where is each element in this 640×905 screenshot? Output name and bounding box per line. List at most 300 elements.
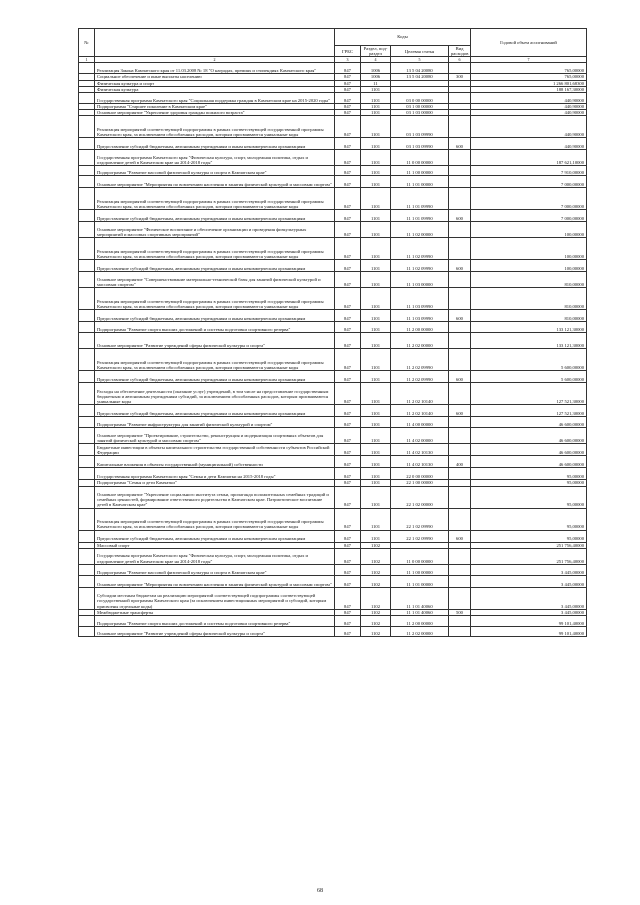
- row-amount: 5 600,00000: [471, 371, 587, 383]
- header-codes-group: Коды: [335, 29, 471, 46]
- row-description: Массовый спорт: [95, 542, 335, 548]
- row-description: Межбюджетные трансферты: [95, 609, 335, 615]
- row-amount: 3 445,00000: [471, 587, 587, 609]
- table-row: [79, 260, 587, 272]
- row-description: Основное мероприятие "Развитие учреждений сферы физической культуры и спорта": [95, 333, 335, 349]
- row-kind: [449, 166, 471, 176]
- row-target: 11 2 02 00000: [391, 627, 449, 637]
- row-description: Бюджетные инвестиции в объекты капитального строительства государственной собственности субъектов Российской Федерации: [95, 444, 335, 456]
- table-row: [79, 405, 587, 417]
- row-number-cell: [79, 428, 95, 444]
- row-amount: 765,00000: [471, 63, 587, 74]
- row-target: 11 1 01 09990: [391, 210, 449, 222]
- row-kind: [449, 93, 471, 104]
- row-amount: 188 167,30000: [471, 86, 587, 92]
- row-kind: [449, 63, 471, 74]
- row-kind: [449, 575, 471, 587]
- row-section: 1101: [361, 176, 391, 188]
- row-target: 11 1 01 40060: [391, 587, 449, 609]
- row-kind: [449, 349, 471, 371]
- row-section: 1102: [361, 542, 391, 548]
- row-description: Государственная программа Камчатского края "Семья и дети Камчатки на 2015-2018 годы": [95, 468, 335, 480]
- row-number-cell: [79, 310, 95, 322]
- row-kind: [449, 288, 471, 310]
- row-description: Реализация мероприятий соответствующей подпрограммы в рамках соответствующей государственной программы Камчатского края, за исключением обособленных расходов, которым присваиваются уникальные коды: [95, 238, 335, 260]
- header-num: №: [79, 29, 95, 57]
- row-amount: 3 445,00000: [471, 575, 587, 587]
- row-grbs: 847: [335, 627, 361, 637]
- row-amount: 133 121,30000: [471, 333, 587, 349]
- row-description: Предоставление субсидий бюджетным, автономным учреждениям и иным некоммерческим организациям: [95, 530, 335, 542]
- row-amount: 5 600,00000: [471, 349, 587, 371]
- row-section: 1101: [361, 444, 391, 456]
- row-number-cell: [79, 288, 95, 310]
- row-target: 11 1 03 09990: [391, 288, 449, 310]
- table-row: [79, 333, 587, 349]
- index-cell: 3: [335, 57, 361, 63]
- row-description: Подпрограмма "Старшее поколение в Камчатском крае": [95, 104, 335, 110]
- row-grbs: 847: [335, 80, 361, 86]
- row-kind: [449, 627, 471, 637]
- row-grbs: 847: [335, 333, 361, 349]
- row-section: 1101: [361, 86, 391, 92]
- table-header-row: [79, 29, 587, 46]
- row-amount: 251 756,40000: [471, 548, 587, 564]
- row-amount: 46 600,00000: [471, 444, 587, 456]
- header-target: Целевая статья: [391, 46, 449, 57]
- row-description: Субсидии местным бюджетам на реализацию мероприятий соответствующей подпрограммы соответствующей государственной программы Камчатского края (за исключением инвестиционных мероприятий и субсидий, которым присвоены отдельные коды): [95, 587, 335, 609]
- table-row: [79, 288, 587, 310]
- table-row: [79, 575, 587, 587]
- row-amount: 127 521,30000: [471, 405, 587, 417]
- row-target: 22 1 02 09990: [391, 508, 449, 530]
- row-amount: 95,00000: [471, 530, 587, 542]
- row-description: Основное мероприятие "Мероприятия по вовлечению населения в занятия физической культурой и массовым спортом": [95, 575, 335, 587]
- row-number-cell: [79, 188, 95, 210]
- row-section: 1101: [361, 428, 391, 444]
- row-kind: [449, 468, 471, 480]
- header-section: Раздел, под-раздел: [361, 46, 391, 57]
- row-target: 11 2 00 00000: [391, 616, 449, 627]
- row-amount: 99 101,40000: [471, 627, 587, 637]
- row-grbs: 847: [335, 542, 361, 548]
- row-amount: 440,90000: [471, 93, 587, 104]
- index-cell: 6: [449, 57, 471, 63]
- row-target: 11 4 02 00000: [391, 428, 449, 444]
- row-amount: 7 000,00000: [471, 188, 587, 210]
- row-amount: 440,90000: [471, 104, 587, 110]
- row-number-cell: [79, 548, 95, 564]
- row-grbs: 847: [335, 74, 361, 80]
- row-kind: [449, 486, 471, 508]
- row-number-cell: [79, 272, 95, 288]
- row-kind: 600: [449, 371, 471, 383]
- row-grbs: 847: [335, 322, 361, 333]
- row-grbs: 847: [335, 548, 361, 564]
- row-target: 22 1 02 09990: [391, 530, 449, 542]
- row-number-cell: [79, 238, 95, 260]
- row-target: 11 2 02 10140: [391, 383, 449, 405]
- row-number-cell: [79, 166, 95, 176]
- row-amount: 99 101,40000: [471, 616, 587, 627]
- row-kind: [449, 508, 471, 530]
- row-number-cell: [79, 349, 95, 371]
- table-row: [79, 222, 587, 238]
- table-row: [79, 150, 587, 166]
- row-description: Основное мероприятие "Укрепление здоровья граждан пожилого возраста": [95, 110, 335, 116]
- row-target: 11 1 00 00000: [391, 564, 449, 575]
- table-row: [79, 349, 587, 371]
- row-section: 1101: [361, 417, 391, 428]
- index-cell: 7: [471, 57, 587, 63]
- table-row: [79, 456, 587, 468]
- row-amount: 100,00000: [471, 222, 587, 238]
- row-kind: [449, 322, 471, 333]
- row-section: 1101: [361, 210, 391, 222]
- row-grbs: 847: [335, 238, 361, 260]
- row-grbs: 847: [335, 272, 361, 288]
- row-grbs: 847: [335, 564, 361, 575]
- row-description: Социальное обеспечение и иные выплаты населению: [95, 74, 335, 80]
- table-row: [79, 627, 587, 637]
- row-kind: [449, 150, 471, 166]
- row-number-cell: [79, 468, 95, 480]
- row-kind: 600: [449, 138, 471, 150]
- row-amount: 810,00000: [471, 288, 587, 310]
- row-kind: [449, 333, 471, 349]
- row-grbs: 847: [335, 349, 361, 371]
- row-amount: 3 445,00000: [471, 609, 587, 615]
- row-grbs: 847: [335, 86, 361, 92]
- row-grbs: 847: [335, 609, 361, 615]
- row-number-cell: [79, 176, 95, 188]
- row-target: 22 0 00 00000: [391, 468, 449, 480]
- row-number-cell: [79, 63, 95, 74]
- row-grbs: 847: [335, 508, 361, 530]
- row-target: 11 0 00 00000: [391, 548, 449, 564]
- row-number-cell: [79, 260, 95, 272]
- row-grbs: 847: [335, 110, 361, 116]
- row-grbs: 847: [335, 116, 361, 138]
- row-description: Предоставление субсидий бюджетным, автономным учреждениям и иным некоммерческим организациям: [95, 371, 335, 383]
- row-section: 1102: [361, 616, 391, 627]
- row-target: 11 4 02 10130: [391, 456, 449, 468]
- row-grbs: 847: [335, 260, 361, 272]
- row-kind: [449, 417, 471, 428]
- table-row: [79, 371, 587, 383]
- row-number-cell: [79, 564, 95, 575]
- row-number-cell: [79, 575, 95, 587]
- row-target: 11 1 01 40060: [391, 609, 449, 615]
- row-target: 11 2 00 00000: [391, 322, 449, 333]
- row-kind: [449, 272, 471, 288]
- row-kind: [449, 564, 471, 575]
- row-target: 11 2 02 10140: [391, 405, 449, 417]
- row-grbs: 847: [335, 444, 361, 456]
- row-section: 1101: [361, 508, 391, 530]
- table-row: [79, 188, 587, 210]
- row-grbs: 847: [335, 417, 361, 428]
- row-kind: [449, 222, 471, 238]
- row-grbs: 847: [335, 150, 361, 166]
- row-section: 1101: [361, 405, 391, 417]
- row-description: Физическая культура и спорт: [95, 80, 335, 86]
- table-body: [79, 63, 587, 637]
- row-target: 11 1 03 09990: [391, 310, 449, 322]
- row-target: 22 1 00 00000: [391, 480, 449, 486]
- row-grbs: 847: [335, 138, 361, 150]
- row-section: 1101: [361, 310, 391, 322]
- row-section: 1101: [361, 150, 391, 166]
- index-cell: 1: [79, 57, 95, 63]
- table-row: [79, 138, 587, 150]
- row-grbs: 847: [335, 428, 361, 444]
- table-row: [79, 587, 587, 609]
- row-target: 11 4 00 00000: [391, 417, 449, 428]
- row-kind: 600: [449, 405, 471, 417]
- row-number-cell: [79, 456, 95, 468]
- row-amount: 765,00000: [471, 74, 587, 80]
- row-amount: 7 000,00000: [471, 210, 587, 222]
- row-section: 1101: [361, 166, 391, 176]
- row-grbs: 847: [335, 456, 361, 468]
- row-section: 1102: [361, 548, 391, 564]
- table-row: [79, 530, 587, 542]
- row-kind: [449, 238, 471, 260]
- row-section: 1101: [361, 222, 391, 238]
- row-description: Реализация мероприятий соответствующей подпрограммы в рамках соответствующей государственной программы Камчатского края, за исключением обособленных расходов, которым присваиваются уникальные коды: [95, 116, 335, 138]
- row-description: Расходы на обеспечение деятельности (оказание услуг) учреждений, в том числе на предоставление государственным бюджетным и автономным учреждениям субсидий, за исключением обособленных расходов, которым присваиваются уникальные коды: [95, 383, 335, 405]
- row-grbs: 847: [335, 63, 361, 74]
- table-row: [79, 444, 587, 456]
- row-amount: 7 000,00000: [471, 176, 587, 188]
- row-target: 11 2 02 09990: [391, 349, 449, 371]
- row-number-cell: [79, 371, 95, 383]
- row-grbs: 847: [335, 587, 361, 609]
- row-section: 1101: [361, 371, 391, 383]
- row-section: 1102: [361, 587, 391, 609]
- row-target: 03 0 00 00000: [391, 93, 449, 104]
- row-kind: 600: [449, 210, 471, 222]
- table-row: [79, 548, 587, 564]
- row-target: 11 1 00 00000: [391, 166, 449, 176]
- table-row: [79, 176, 587, 188]
- row-number-cell: [79, 486, 95, 508]
- row-section: 1101: [361, 138, 391, 150]
- row-grbs: 847: [335, 210, 361, 222]
- row-section: 1101: [361, 468, 391, 480]
- row-grbs: 847: [335, 310, 361, 322]
- row-grbs: 847: [335, 616, 361, 627]
- row-description: Подпрограмма "Развитие массовой физической культуры и спорта в Камчатском крае": [95, 564, 335, 575]
- row-description: Государственная программа Камчатского края "Физическая культура, спорт, молодежная политика, отдых и оздоровление детей в Камчатском крае на 2014-2018 годы": [95, 548, 335, 564]
- row-grbs: 847: [335, 383, 361, 405]
- row-kind: 400: [449, 456, 471, 468]
- row-number-cell: [79, 116, 95, 138]
- index-cell: 5: [391, 57, 449, 63]
- row-amount: 440,90000: [471, 110, 587, 116]
- table-row: [79, 322, 587, 333]
- row-description: Подпрограмма "Развитие массовой физической культуры и спорта в Камчатском крае": [95, 166, 335, 176]
- row-amount: 95,00000: [471, 480, 587, 486]
- row-grbs: 847: [335, 188, 361, 210]
- row-description: Реализация мероприятий соответствующей подпрограммы в рамках соответствующей государственной программы Камчатского края, за исключением обособленных расходов, которым присваиваются уникальные коды: [95, 288, 335, 310]
- row-number-cell: [79, 93, 95, 104]
- budget-table: [78, 28, 587, 637]
- table-row: [79, 238, 587, 260]
- row-kind: 600: [449, 310, 471, 322]
- row-number-cell: [79, 417, 95, 428]
- row-section: 11: [361, 80, 391, 86]
- row-kind: [449, 176, 471, 188]
- row-description: Государственная программа Камчатского края "Социальная поддержка граждан в Камчатском крае на 2015-2020 годы": [95, 93, 335, 104]
- row-amount: 46 600,00000: [471, 456, 587, 468]
- row-description: Основное мероприятие "Проектирование, строительство, реконструкция и модернизация спортивных объектов для занятий физической культурой и массовым спортом": [95, 428, 335, 444]
- row-section: 1101: [361, 486, 391, 508]
- row-description: Основное мероприятие "Совершенствование материально-технической базы для занятий физической культурой и массовым спортом": [95, 272, 335, 288]
- row-amount: 187 621,10000: [471, 150, 587, 166]
- row-section: 1102: [361, 575, 391, 587]
- row-kind: 300: [449, 74, 471, 80]
- row-number-cell: [79, 616, 95, 627]
- row-kind: 600: [449, 260, 471, 272]
- row-description: Реализация мероприятий соответствующей подпрограммы в рамках соответствующей государственной программы Камчатского края, за исключением обособленных расходов, которым присваиваются уникальные коды: [95, 188, 335, 210]
- row-description: Реализация мероприятий соответствующей подпрограммы в рамках соответствующей государственной программы Камчатского края, за исключением обособленных расходов, которым присваиваются уникальные коды: [95, 508, 335, 530]
- row-section: 1006: [361, 63, 391, 74]
- row-description: Физическая культура: [95, 86, 335, 92]
- row-section: 1101: [361, 238, 391, 260]
- row-amount: 46 600,00000: [471, 417, 587, 428]
- row-number-cell: [79, 405, 95, 417]
- row-target: 13 5 04 20080: [391, 74, 449, 80]
- row-amount: 7 910,00000: [471, 166, 587, 176]
- row-number-cell: [79, 587, 95, 609]
- row-description: Государственная программа Камчатского края "Физическая культура, спорт, молодежная политика, отдых и оздоровление детей в Камчатском крае на 2014-2018 годы": [95, 150, 335, 166]
- row-amount: 46 600,00000: [471, 428, 587, 444]
- row-kind: [449, 428, 471, 444]
- row-target: 03 1 03 09990: [391, 138, 449, 150]
- row-number-cell: [79, 150, 95, 166]
- row-description: Основное мероприятие "Развитие учреждений сферы физической культуры и спорта": [95, 627, 335, 637]
- row-number-cell: [79, 222, 95, 238]
- row-section: 1101: [361, 383, 391, 405]
- header-kind: Вид расходов: [449, 46, 471, 57]
- budget-document: [78, 28, 586, 637]
- row-amount: 1 266 801,68300: [471, 80, 587, 86]
- row-target: 11 1 03 00000: [391, 272, 449, 288]
- row-grbs: 847: [335, 166, 361, 176]
- row-section: 1101: [361, 110, 391, 116]
- row-description: Предоставление субсидий бюджетным, автономным учреждениям и иным некоммерческим организациям: [95, 260, 335, 272]
- row-section: 1101: [361, 104, 391, 110]
- row-section: 1101: [361, 272, 391, 288]
- row-kind: [449, 383, 471, 405]
- table-row: [79, 116, 587, 138]
- row-grbs: 847: [335, 176, 361, 188]
- row-description: Реализация мероприятий соответствующей подпрограммы в рамках соответствующей государственной программы Камчатского края, за исключением обособленных расходов, которым присваиваются уникальные коды: [95, 349, 335, 371]
- row-amount: 95,00000: [471, 486, 587, 508]
- row-amount: 810,00000: [471, 310, 587, 322]
- row-kind: 600: [449, 530, 471, 542]
- row-grbs: 847: [335, 530, 361, 542]
- row-number-cell: [79, 627, 95, 637]
- row-grbs: 847: [335, 405, 361, 417]
- row-number-cell: [79, 383, 95, 405]
- row-description: Капитальные вложения в объекты государственной (муниципальной) собственности: [95, 456, 335, 468]
- row-amount: 100,00000: [471, 260, 587, 272]
- row-target: 03 1 03 09990: [391, 116, 449, 138]
- row-description: Подпрограмма "Развитие спорта высших достижений и системы подготовки спортивного резерва": [95, 616, 335, 627]
- row-amount: 251 756,40000: [471, 542, 587, 548]
- row-number-cell: [79, 508, 95, 530]
- table-row: [79, 564, 587, 575]
- row-section: 1101: [361, 116, 391, 138]
- table-row: [79, 417, 587, 428]
- row-target: 03 1 03 00000: [391, 110, 449, 116]
- row-description: Предоставление субсидий бюджетным, автономным учреждениям и иным некоммерческим организациям: [95, 210, 335, 222]
- row-amount: 3 445,00000: [471, 564, 587, 575]
- row-amount: 810,00000: [471, 272, 587, 288]
- index-cell: 2: [95, 57, 335, 63]
- row-section: 1101: [361, 260, 391, 272]
- row-grbs: 847: [335, 104, 361, 110]
- row-target: 22 1 02 00000: [391, 486, 449, 508]
- row-number-cell: [79, 210, 95, 222]
- row-section: 1101: [361, 456, 391, 468]
- row-description: Предоставление субсидий бюджетным, автономным учреждениям и иным некоммерческим организациям: [95, 310, 335, 322]
- row-number-cell: [79, 444, 95, 456]
- row-kind: 500: [449, 609, 471, 615]
- row-section: 1101: [361, 349, 391, 371]
- index-cell: 4: [361, 57, 391, 63]
- row-grbs: 847: [335, 93, 361, 104]
- row-description: Подпрограмма "Развитие инфраструктуры для занятий физической культурой и спортом": [95, 417, 335, 428]
- table-row: [79, 428, 587, 444]
- table-row: [79, 508, 587, 530]
- header-amount: Годовой объем ассигнований: [471, 29, 587, 57]
- row-grbs: 847: [335, 468, 361, 480]
- row-amount: 95,00000: [471, 468, 587, 480]
- table-row: [79, 616, 587, 627]
- row-target: 03 1 00 00000: [391, 104, 449, 110]
- table-row: [79, 93, 587, 104]
- header-description: [95, 29, 335, 57]
- row-kind: [449, 188, 471, 210]
- row-section: 1102: [361, 564, 391, 575]
- row-grbs: 847: [335, 371, 361, 383]
- table-row: [79, 210, 587, 222]
- row-grbs: 847: [335, 288, 361, 310]
- row-section: 1101: [361, 288, 391, 310]
- row-section: 1101: [361, 93, 391, 104]
- header-grbs: ГРБС: [335, 46, 361, 57]
- row-description: Основное мероприятие "Физическое воспитание и обеспечение организации и проведения физкультурных мероприятий и массовых спортивных мероприятий": [95, 222, 335, 238]
- row-kind: [449, 444, 471, 456]
- table-row: [79, 63, 587, 74]
- row-target: 11 1 02 09990: [391, 260, 449, 272]
- row-target: 11 1 01 00000: [391, 575, 449, 587]
- row-section: 1102: [361, 627, 391, 637]
- row-target: 11 1 01 09990: [391, 188, 449, 210]
- row-description: Реализация Закона Камчатского края от 11.03.2008 № 18 "О наградах, премиях и стипендиях Камчатского края": [95, 63, 335, 74]
- row-target: 11 0 00 00000: [391, 150, 449, 166]
- row-target: 13 5 04 20080: [391, 63, 449, 74]
- row-description: Основное мероприятие "Укрепление социального института семьи, пропаганда положительных семейных традиций и семейных ценностей, формирование ответственного родительства в Камчатском крае. Патриотическое воспитание детей в Камчатском крае": [95, 486, 335, 508]
- row-section: 1101: [361, 322, 391, 333]
- row-amount: 127 521,30000: [471, 383, 587, 405]
- table-row: [79, 468, 587, 480]
- row-section: 1101: [361, 333, 391, 349]
